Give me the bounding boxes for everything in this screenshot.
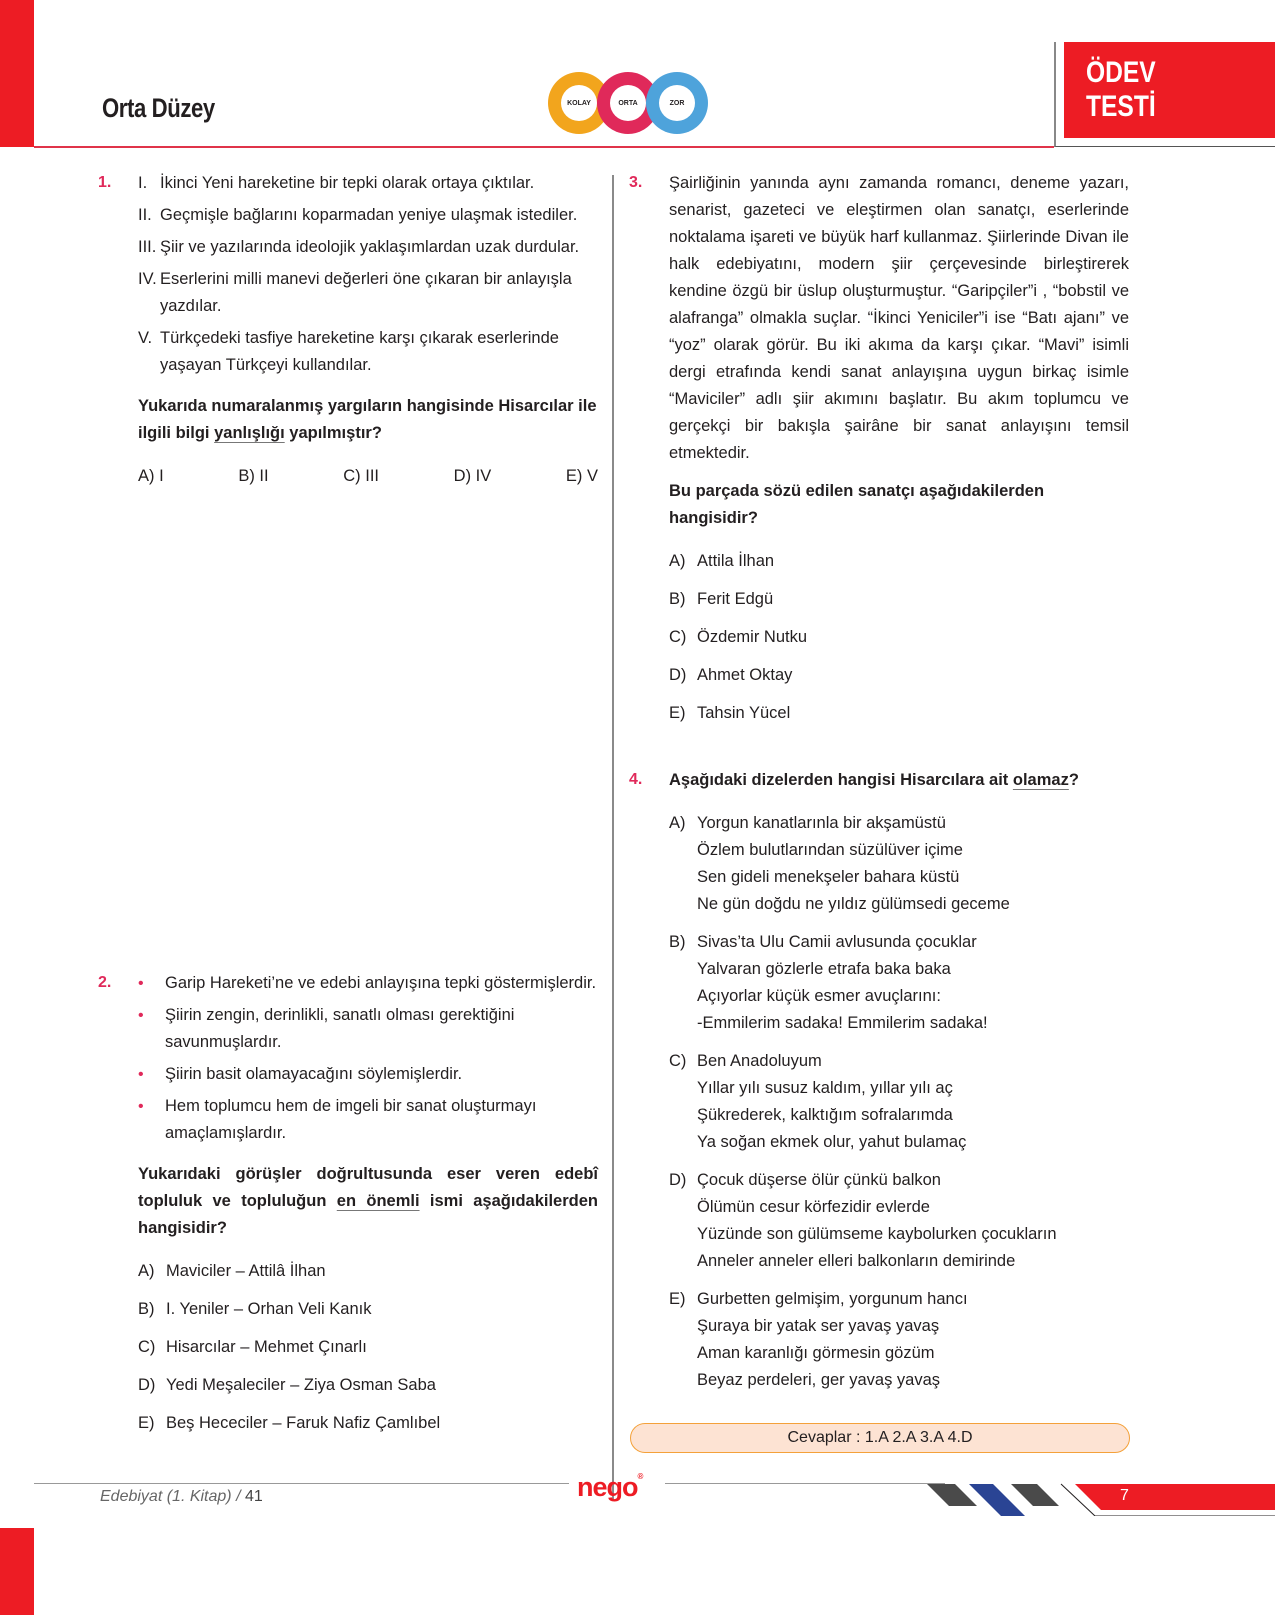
option-a[interactable]: A) Attila İlhan	[669, 552, 775, 570]
option-a[interactable]: A) Maviciler – Attilâ İlhan	[138, 1262, 326, 1280]
footer-divider-left	[34, 1483, 569, 1484]
statement-item: III. Şiir ve yazılarında ideolojik yaklaşımlardan uzak durdular.	[138, 238, 580, 256]
footer-stripes-decoration	[925, 1476, 1275, 1516]
answer-key: Cevaplar : 1.A 2.A 3.A 4.D	[630, 1423, 1130, 1453]
option-c[interactable]: C) Ben Anadoluyum Yıllar yılı susuz kaldım, yıllar yılı aç Şükrederek, kalktığım sofralarımda Ya soğan ekmek olur, yahut bulamaç	[669, 1048, 1129, 1156]
poem-lines: Ben Anadoluyum Yıllar yılı susuz kaldım, yıllar yılı aç Şükrederek, kalktığım sofralarımda Ya soğan ekmek olur, yahut bulamaç	[697, 1052, 967, 1151]
option-b[interactable]: B) II	[238, 467, 269, 485]
emphasis-underline: olamaz	[1012, 771, 1069, 789]
bullet-icon: •	[138, 975, 144, 992]
test-label-line1: ÖDEV	[1086, 56, 1156, 89]
option-b[interactable]: B) Sivas’ta Ulu Camii avlusunda çocuklar Yalvaran gözlerle etrafa baka baka Açıyorlar küçük esmer avuçlarını: -Emmilerim sadaka! Emmilerim sadaka!	[669, 929, 1129, 1037]
option-b[interactable]: B) Ferit Edgü	[669, 590, 774, 608]
publisher-logo: nego®	[577, 1472, 643, 1502]
bullet-item: • Şiirin basit olamayacağını söylemişlerdir.	[138, 1061, 598, 1088]
statement-item: V. Türkçedeki tasfiye hareketine karşı çıkarak eserlerinde yaşayan Türkçeyi kullandılar.	[138, 329, 559, 374]
poem-lines: Yorgun kanatlarınla bir akşamüstü Özlem bulutlarından süzülüver içime Sen gideli menekşeler bahara küstü Ne gün doğdu ne yıldız gülümsedi geceme	[697, 814, 1010, 913]
statement-item: II. Geçmişle bağlarını koparmadan yeniye ulaşmak istediler.	[138, 206, 578, 224]
emphasis-underline: en önemli	[336, 1192, 420, 1210]
bullet-item: • Garip Hareketi’ne ve edebi anlayışına tepki göstermişlerdir.	[138, 970, 598, 997]
difficulty-kolay-ring: KOLAY	[548, 72, 610, 134]
option-d[interactable]: D) Çocuk düşerse ölür çünkü balkon Ölümün cesur körfezidir evlerde Yüzünde son gülümseme kaybolurken çocukların Anneler anneler elleri balkonların demirinde	[669, 1167, 1129, 1275]
option-e[interactable]: E) Tahsin Yücel	[669, 704, 791, 722]
difficulty-orta-ring: ORTA	[597, 72, 659, 134]
option-c[interactable]: C) Özdemir Nutku	[669, 628, 808, 646]
option-c[interactable]: C) Hisarcılar – Mehmet Çınarlı	[138, 1338, 367, 1356]
option-d[interactable]: D) Ahmet Oktay	[669, 666, 793, 684]
test-label-line2: TESTİ	[1086, 90, 1156, 123]
option-c[interactable]: C) III	[343, 467, 379, 485]
question-stem: Yukarıdaki görüşler doğrultusunda eser veren edebî topluluk ve topluluğun en önemli ismi aşağıdakilerden hangisidir?	[138, 1165, 598, 1237]
question-number: 1.	[98, 174, 112, 191]
question-number: 3.	[629, 174, 643, 191]
bullet-icon: •	[138, 1098, 144, 1115]
difficulty-zor-ring: ZOR	[646, 72, 708, 134]
difficulty-badges	[548, 72, 708, 134]
answer-options	[138, 1258, 598, 1437]
question-stem: Aşağıdaki dizelerden hangisi Hisarcılara ait olamaz?	[669, 771, 1079, 789]
footer-divider-right	[665, 1483, 945, 1484]
bullet-icon: •	[138, 1007, 144, 1024]
column-divider	[612, 175, 614, 1500]
poem-lines: Gurbetten gelmişim, yorgunum hancı Şuraya bir yatak ser yavaş yavaş Aman karanlığı görmesin gözüm Beyaz perdeleri, ger yavaş yavaş	[697, 1290, 968, 1389]
emphasis-underline: yanlışlığı	[214, 424, 285, 442]
answer-options	[138, 463, 598, 490]
header-divider	[34, 146, 1054, 148]
question-number: 4.	[629, 771, 643, 788]
registered-mark-icon: ®	[637, 1472, 643, 1481]
poem-lines: Çocuk düşerse ölür çünkü balkon Ölümün cesur körfezidir evlerde Yüzünde son gülümseme kaybolurken çocukların Anneler anneler elleri balkonların demirinde	[697, 1171, 1057, 1270]
option-a[interactable]: A) Yorgun kanatlarınla bir akşamüstü Özlem bulutlarından süzülüver içime Sen gideli menekşeler bahara küstü Ne gün doğdu ne yıldız gülümsedi geceme	[669, 810, 1129, 918]
page-number: 7	[1120, 1487, 1129, 1504]
footer-book-info: Edebiyat (1. Kitap) / 41	[100, 1488, 263, 1505]
question-3	[669, 170, 1129, 738]
question-2	[138, 970, 598, 1448]
question-stem: Bu parçada sözü edilen sanatçı aşağıdakilerden hangisidir?	[669, 482, 1045, 527]
option-e[interactable]: E) Gurbetten gelmişim, yorgunum hancı Şuraya bir yatak ser yavaş yavaş Aman karanlığı görmesin gözüm Beyaz perdeleri, ger yavaş yavaş	[669, 1286, 1129, 1394]
question-passage: Şairliğinin yanında aynı zamanda romancı, deneme yazarı, senarist, gazeteci ve eleştirmen olan sanatçı, eserlerinde noktalama işareti ve büyük harf kullanmaz. Şiirlerinde Divan ile halk edebiyatını, modern şiir çerçevesinde birleştirerek kendine özgü bir üslup oluşturmuştur. “Garipçiler”i , “bobstil ve alafranga” olmakla suçlar. “İkinci Yeniciler”i ise “Batı ajanı” ve “yoz” olarak görür. Bu iki akıma da karşı çıkar. “Mavi” isimli dergi etrafında kendi sanat anlayışına uygun birkaç isimle “Maviciler” adlı şiir akımını başlatır. Bu akım toplumcu ve gerçekçi bir bakışla şairâne bir sanat anlayışını temsil etmektedir.	[669, 174, 1129, 462]
option-b[interactable]: B) I. Yeniler – Orhan Veli Kanık	[138, 1300, 372, 1318]
bullet-item: • Hem toplumcu hem de imgeli bir sanat oluşturmayı amaçlamışlardır.	[138, 1093, 598, 1147]
option-a[interactable]: A) I	[138, 467, 164, 485]
book-page-number: 41	[244, 1488, 263, 1505]
question-4	[669, 767, 1129, 1405]
level-title: Orta Düzey	[102, 93, 215, 123]
option-d[interactable]: D) IV	[453, 467, 492, 485]
option-d[interactable]: D) Yedi Meşaleciler – Ziya Osman Saba	[138, 1376, 436, 1394]
question-number: 2.	[98, 974, 112, 991]
statement-item: IV. Eserlerini milli manevi değerleri öne çıkaran bir anlayışla yazdılar.	[138, 270, 572, 315]
left-red-bar-bottom	[0, 1528, 34, 1615]
option-e[interactable]: E) Beş Hececiler – Faruk Nafiz Çamlıbel	[138, 1414, 441, 1432]
left-red-bar-top	[0, 0, 34, 147]
option-e[interactable]: E) V	[565, 467, 598, 485]
question-1	[138, 170, 598, 490]
answer-options	[669, 548, 1129, 727]
statement-item: I. İkinci Yeni hareketine bir tepki olarak ortaya çıktılar.	[138, 174, 535, 192]
bullet-icon: •	[138, 1066, 144, 1083]
test-type-badge	[1054, 42, 1275, 147]
poem-lines: Sivas’ta Ulu Camii avlusunda çocuklar Yalvaran gözlerle etrafa baka baka Açıyorlar küçük esmer avuçlarını: -Emmilerim sadaka! Emmilerim sadaka!	[697, 933, 988, 1032]
bullet-item: • Şiirin zengin, derinlikli, sanatlı olması gerektiğini savunmuşlardır.	[138, 1002, 598, 1056]
question-stem: Yukarıda numaralanmış yargıların hangisinde Hisarcılar ile ilgili bilgi yanlışlığı yapılmıştır?	[138, 397, 597, 442]
